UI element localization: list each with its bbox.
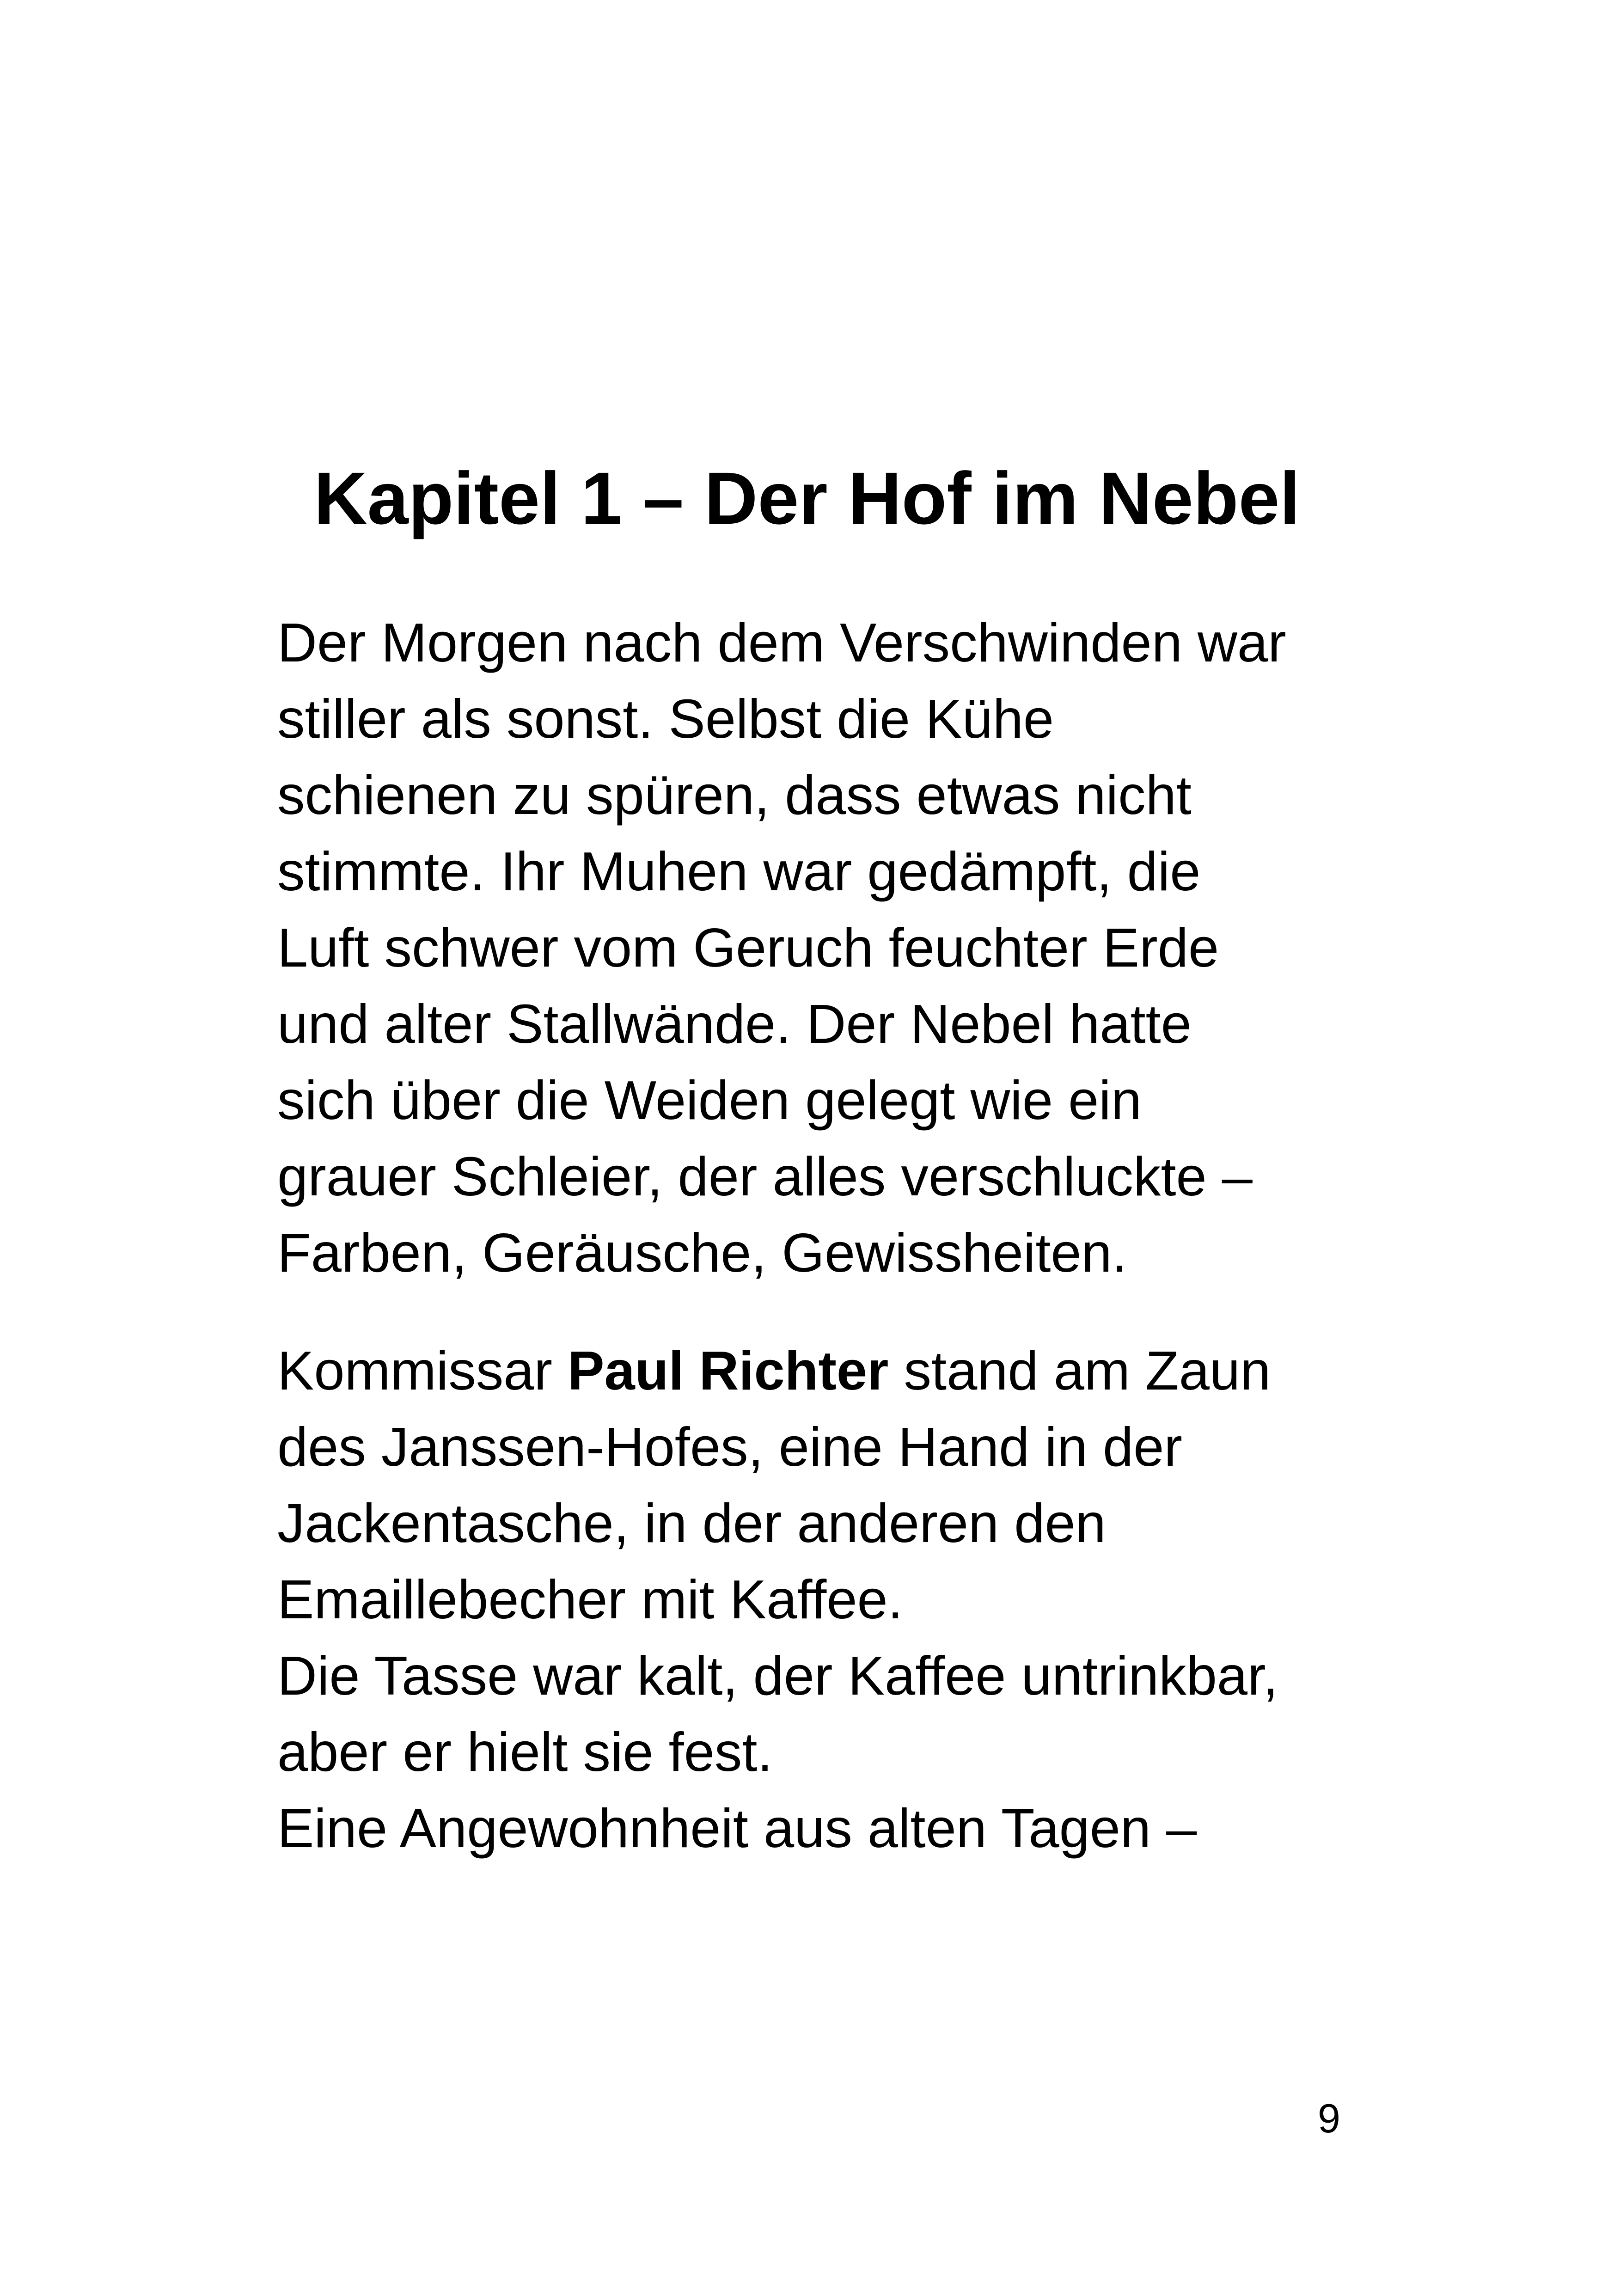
text-line: Die Tasse war kalt, der Kaffee untrinkbar, — [277, 1645, 1278, 1707]
text-line: Luft schwer vom Geruch feuchter Erde — [277, 917, 1219, 979]
text-line — [277, 1333, 1387, 1409]
text-line: grauer Schleier, der alles verschluckte – — [277, 1146, 1253, 1207]
paragraph-2 — [277, 1333, 1387, 1867]
text-line: des Janssen-Hofes, eine Hand in der — [277, 1416, 1183, 1478]
character-name: Paul Richter — [568, 1340, 889, 1402]
text-line: Der Morgen nach dem Verschwinden war — [277, 612, 1286, 673]
paragraph-1 — [277, 605, 1387, 1291]
text-line: Emaillebecher mit Kaffee. — [277, 1569, 903, 1630]
text-line: Eine Angewohnheit aus alten Tagen – — [277, 1798, 1197, 1859]
text-line: sich über die Weiden gelegt wie ein — [277, 1070, 1142, 1131]
text-fragment: Kommissar — [277, 1340, 568, 1402]
chapter-title: Kapitel 1 – Der Hof im Nebel — [314, 457, 1300, 539]
text-line: aber er hielt sie fest. — [277, 1721, 773, 1783]
text-line: stiller als sonst. Selbst die Kühe — [277, 688, 1054, 750]
text-line: Farben, Geräusche, Gewissheiten. — [277, 1222, 1127, 1284]
page-number: 9 — [1318, 2095, 1340, 2141]
text-line: und alter Stallwände. Der Nebel hatte — [277, 993, 1192, 1055]
text-fragment: stand am Zaun — [888, 1340, 1271, 1402]
text-line: schienen zu spüren, dass etwas nicht — [277, 765, 1192, 826]
text-line: Jackentasche, in der anderen den — [277, 1493, 1106, 1554]
text-line: stimmte. Ihr Muhen war gedämpft, die — [277, 841, 1201, 902]
